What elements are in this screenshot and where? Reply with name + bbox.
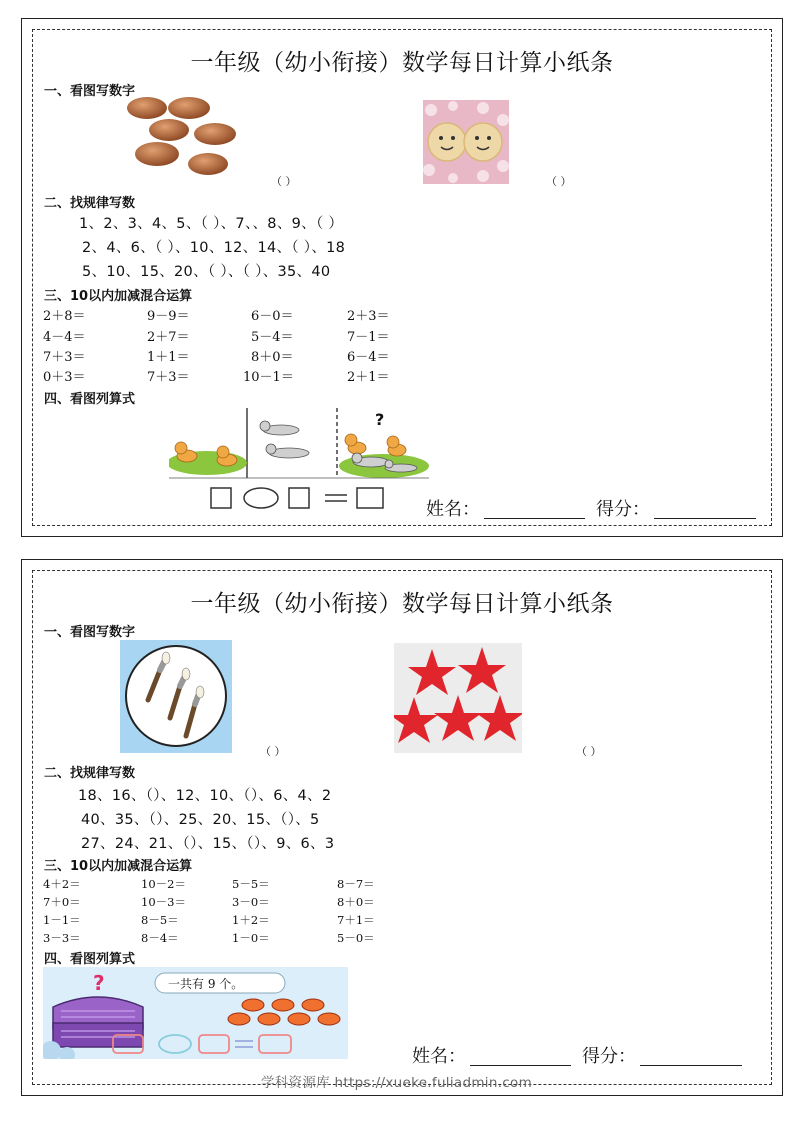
calc-problem: 2＋7＝ — [147, 330, 190, 345]
name-label: 姓名： — [412, 1046, 466, 1067]
calc-problem: 10－3＝ — [141, 895, 186, 909]
pattern-line: 5、10、15、20、（ ）、（ ）、35、40 — [82, 264, 331, 280]
calc-problem: 7－1＝ — [347, 330, 390, 345]
question-mark: ? — [375, 410, 385, 429]
answer-parentheses[interactable]: （ ） — [546, 175, 572, 188]
section-heading-find-pattern: 二、找规律写数 — [44, 196, 136, 211]
section-heading-arithmetic: 三、10以内加减混合运算 — [44, 859, 193, 874]
pattern-line: 1、2、3、4、5、（ ）、7、、8、9、（ ） — [79, 216, 344, 232]
dogs-equation-picture — [169, 408, 429, 480]
calc-problem: 1－1＝ — [43, 913, 81, 927]
calc-problem: 1＋1＝ — [147, 350, 190, 365]
calc-problem: 7＋3＝ — [43, 350, 86, 365]
calc-problem: 2＋1＝ — [347, 370, 390, 385]
calc-problem: 7＋3＝ — [147, 370, 190, 385]
calc-problem: 6－4＝ — [347, 350, 390, 365]
name-field[interactable] — [484, 500, 585, 519]
eggs-image — [113, 90, 243, 180]
score-field[interactable] — [654, 500, 756, 519]
worksheet-card-1 — [21, 18, 783, 537]
calc-problem: 1－0＝ — [232, 931, 270, 945]
calc-problem: 8＋0＝ — [337, 895, 375, 909]
calc-problem: 7＋0＝ — [43, 895, 81, 909]
calc-problem: 6－0＝ — [251, 309, 294, 324]
cookies-image — [423, 100, 509, 184]
pattern-line: 27、24、21、（）、15、（）、9、6、3 — [81, 836, 335, 852]
chest-scene-picture — [43, 967, 348, 1059]
calc-problem: 8－7＝ — [337, 877, 375, 891]
image-caption: 一共有 9 个。 — [168, 977, 244, 991]
stars-image — [394, 643, 522, 753]
calc-problem: 1＋2＝ — [232, 913, 270, 927]
calc-problem: 4＋2＝ — [43, 877, 81, 891]
calc-problem: 2＋3＝ — [347, 309, 390, 324]
pattern-line: 40、35、（）、25、20、15、（）、5 — [81, 812, 320, 828]
calc-problem: 10－2＝ — [141, 877, 186, 891]
score-label: 得分： — [596, 499, 650, 520]
section-heading-picture-count: 一、看图写数字 — [44, 625, 136, 640]
question-mark: ? — [93, 971, 105, 995]
brushes-image — [120, 640, 232, 753]
calc-problem: 2＋8＝ — [43, 309, 86, 324]
name-field[interactable] — [470, 1047, 571, 1066]
calc-problem: 8－4＝ — [141, 931, 179, 945]
watermark-footer: 学科资源库 https://xueke.fuliadmin.com — [260, 1075, 533, 1091]
answer-parentheses[interactable]: （ ） — [260, 745, 286, 758]
section-heading-picture-equation: 四、看图列算式 — [44, 392, 136, 407]
calc-problem: 10－1＝ — [243, 370, 294, 385]
worksheet-border-2 — [32, 570, 772, 1085]
calc-problem: 3－0＝ — [232, 895, 270, 909]
calc-problem: 7＋1＝ — [337, 913, 375, 927]
calc-problem: 5－0＝ — [337, 931, 375, 945]
calc-problem: 3－3＝ — [43, 931, 81, 945]
calc-problem: 8＋0＝ — [251, 350, 294, 365]
name-label: 姓名： — [426, 499, 480, 520]
calc-problem: 5－5＝ — [232, 877, 270, 891]
worksheet-card-2 — [21, 559, 783, 1096]
worksheet-title: 一年级（幼小衔接）数学每日计算小纸条 — [190, 591, 614, 617]
score-label: 得分： — [582, 1046, 636, 1067]
section-heading-picture-count: 一、看图写数字 — [44, 84, 136, 99]
answer-parentheses[interactable]: （ ） — [576, 745, 602, 758]
calc-problem: 5－4＝ — [251, 330, 294, 345]
worksheet-title: 一年级（幼小衔接）数学每日计算小纸条 — [190, 50, 614, 76]
section-heading-find-pattern: 二、找规律写数 — [44, 766, 136, 781]
pattern-line: 2、4、6、（ ）、10、12、14、（ ）、18 — [82, 240, 346, 256]
calc-problem: 8－5＝ — [141, 913, 179, 927]
calc-problem: 4－4＝ — [43, 330, 86, 345]
section-heading-arithmetic: 三、10以内加减混合运算 — [44, 289, 193, 304]
score-field[interactable] — [640, 1047, 742, 1066]
calc-problem: 9－9＝ — [147, 309, 190, 324]
pattern-line: 18、16、（）、12、10、（）、6、4、2 — [78, 788, 332, 804]
answer-parentheses[interactable]: （ ） — [271, 175, 297, 188]
equation-blanks — [209, 485, 389, 511]
calc-problem: 0＋3＝ — [43, 370, 86, 385]
section-heading-picture-equation: 四、看图列算式 — [44, 952, 136, 967]
worksheet-border-1 — [32, 29, 772, 526]
